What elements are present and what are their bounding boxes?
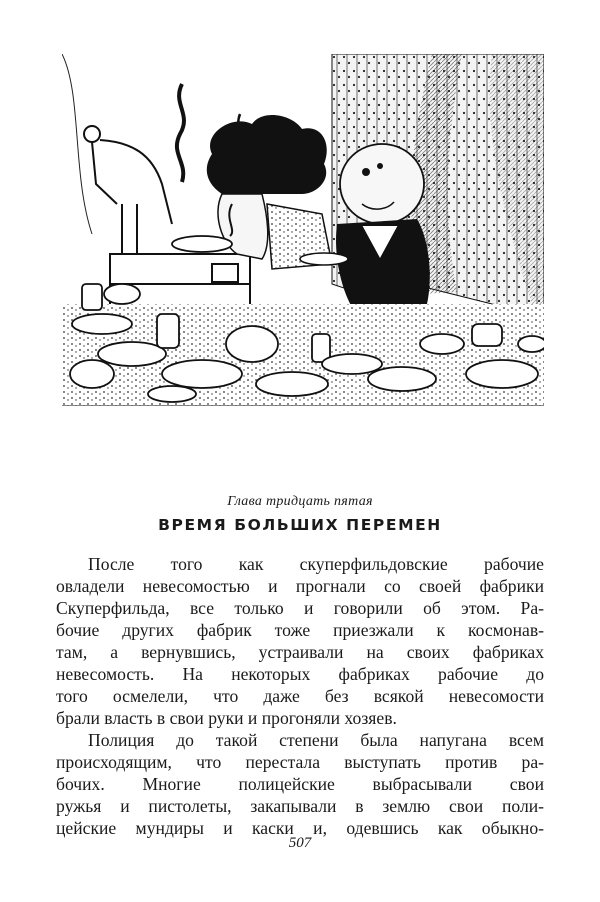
text-line: брали власть в свои руки и прогоняли хозяев. xyxy=(56,708,397,728)
page-number: 507 xyxy=(288,835,312,851)
body-text xyxy=(56,553,544,839)
text-line: бочих. Многие полицейские выбрасывали свои xyxy=(56,774,544,794)
text-line: Скуперфильда, все только и говорили об этом. Ра- xyxy=(56,598,544,618)
washer-character xyxy=(172,115,332,269)
text-line: происходящим, что перестала выступать против ра- xyxy=(56,752,544,772)
text-line: Полиция до такой степени была напугана всем xyxy=(88,730,544,750)
chapter-illustration xyxy=(62,54,544,406)
chapter-title: ВРЕМЯ БОЛЬШИХ ПЕРЕМЕН xyxy=(158,516,442,534)
text-line: овладели невесомостью и прогнали со своей фабрики xyxy=(56,576,544,596)
chapter-number: Глава тридцать пятая xyxy=(227,494,373,509)
text-line: цейские мундиры и каски и, одевшись как обыкно- xyxy=(56,818,544,838)
text-line: там, а вернувшись, устраивали на своих фабриках xyxy=(56,642,544,662)
text-line: невесомость. На некоторых фабриках рабочие до xyxy=(56,664,544,684)
text-line: После того как скуперфильдовские рабочие xyxy=(88,554,544,574)
text-line: бочие других фабрик тоже приезжали к космонав- xyxy=(56,620,544,640)
text-line: ружья и пистолеты, закапывали в землю свои поли- xyxy=(56,796,544,816)
text-line: того осмелели, что даже без всякой невесомости xyxy=(56,686,544,706)
